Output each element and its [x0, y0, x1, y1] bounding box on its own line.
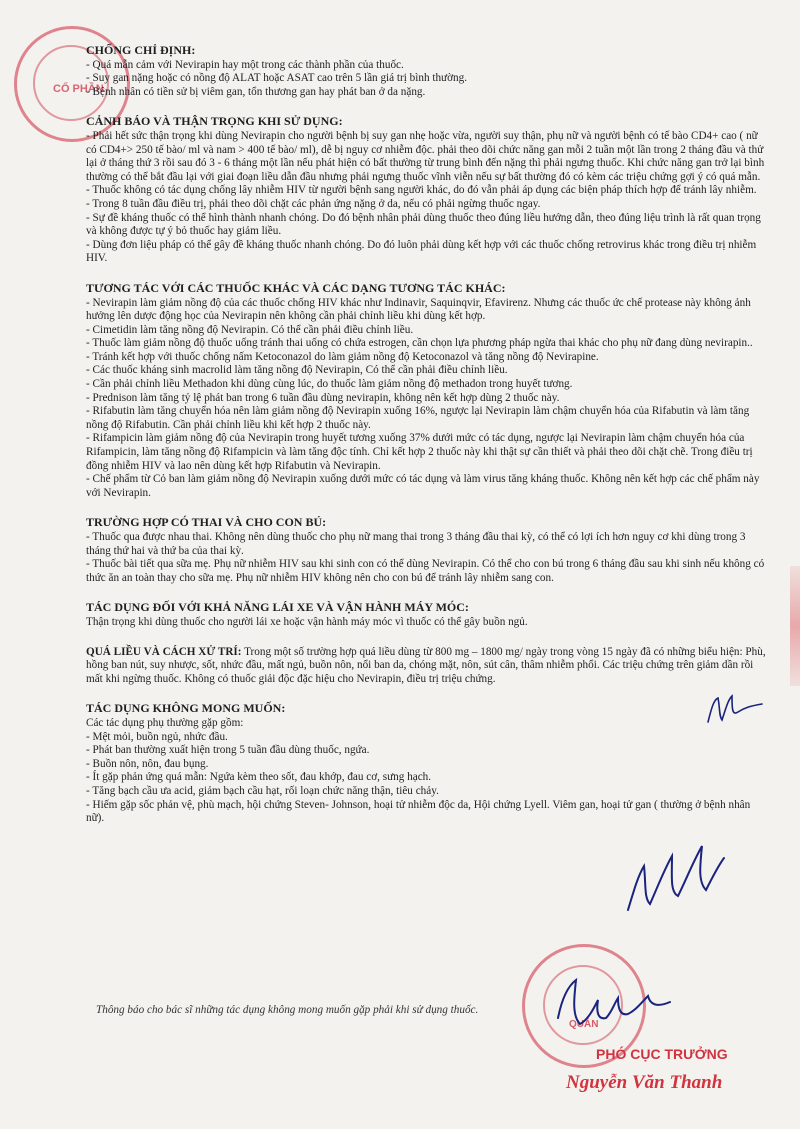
- signature-icon: [620, 836, 730, 916]
- text-line: [86, 646, 766, 687]
- text-line: - Phải hết sức thận trọng khi dùng Nevirapin cho người bệnh bị suy gan nhẹ hoặc vừa, người suy thận, phụ nữ và người bệnh có tế bào CD4+ cao ( nữ có CD4+> 250 tế bào/ ml và nam > 400 tế bào/ ml), dễ bị nguy cơ nhiễm độc. phải theo dõi chức năng gan mỗi 2 tuần một lần trong 2 tháng đầu và thử lại ở tháng thứ 3 rồi sau đó 3 - 6 tháng một lần nếu phát hiện có bất thường từ trung bình đến nặng thì phải ngưng thuốc. Khi chức năng gan trở lại bình thường có thể bắt đầu lại với giai đoạn liều dẫn đầu nhưng phải ngưng thuốc vĩnh viễn nếu sự bất thường đó có kèm các triệu chứng gợi ý có quá mẫn.: [86, 129, 765, 183]
- text-line: - Chế phẩm từ Cỏ ban làm giảm nồng độ Nevirapin xuống dưới mức có tác dụng và làm virus tăng kháng thuốc. Không nên kết hợp các chế phẩm này với Nevirapin.: [86, 473, 760, 499]
- signatory-name: Nguyễn Văn Thanh: [566, 1072, 723, 1093]
- text-line: - Tránh kết hợp với thuốc chống nấm Ketoconazol do làm giảm nồng độ Ketoconazol và tăng nồng độ Nevirapine.: [86, 350, 599, 363]
- text-line: - Cimetidin làm tăng nồng độ Nevirapin. Có thể cần phải điều chỉnh liều.: [86, 323, 414, 336]
- stamp-text: CỔ PHẦN: [53, 83, 104, 95]
- section-title: CHỐNG CHỈ ĐỊNH:: [86, 43, 196, 57]
- text-line: - Thuốc không có tác dụng chống lây nhiễm HIV từ người bệnh sang người khác, do đó vẫn phải áp dụng các biện pháp thích hợp để tránh lây nhiễm.: [86, 184, 757, 197]
- text-line: - Ít gặp phản ứng quá mẫn: Ngứa kèm theo sốt, đau khớp, đau cơ, sưng hạch.: [86, 771, 432, 784]
- text-line: - Quá mẫn cảm với Nevirapin hay một trong các thành phần của thuốc.: [86, 58, 404, 71]
- footer-note: Thông báo cho bác sĩ những tác dụng không mong muốn gặp phải khi sử dụng thuốc.: [96, 1004, 479, 1016]
- stamp-text: QUẢN: [569, 1019, 599, 1030]
- section-title: TÁC DỤNG ĐỐI VỚI KHẢ NĂNG LÁI XE VÀ VẬN HÀNH MÁY MÓC:: [86, 600, 469, 615]
- text-line: - Các thuốc kháng sinh macrolid làm tăng nồng độ Nevirapin, Có thể cần phải điều chỉnh liều.: [86, 364, 508, 377]
- text-line: - Trong 8 tuần đầu điều trị, phải theo dõi chặt các phản ứng nặng ở da, nếu có phải ngừng thuốc ngay.: [86, 197, 541, 210]
- section-side-effects: [86, 702, 766, 825]
- document-content: [86, 44, 766, 842]
- text-line: - Prednison làm tăng tỷ lệ phát ban trong 6 tuần đầu dùng nevirapin, không nên kết hợp dùng 2 thuốc này.: [86, 391, 560, 404]
- text-line: - Rifampicin làm giảm nồng độ của Nevirapin trong huyết tương xuống 37% dưới mức có tác dụng, ngược lại Nevirapin làm chậm chuyển hóa của Rifampicin, làm tăng nồng độ Rifampicin và làm tăng độc tính. Chỉ kết hợp 2 thuốc này khi thật sự cần thiết và phải theo dõi chặt chẽ. Trong điều trị đồng nhiễm HIV và lao nên dùng kết hợp Rifabutin và Nevirapin.: [86, 432, 753, 472]
- section-title: TÁC DỤNG KHÔNG MONG MUỐN:: [86, 701, 286, 716]
- text-line: - Phát ban thường xuất hiện trong 5 tuần đầu dùng thuốc, ngứa.: [86, 744, 370, 757]
- section-title: CẢNH BÁO VÀ THẬN TRỌNG KHI SỬ DỤNG:: [86, 114, 343, 129]
- text-line: - Bệnh nhân có tiền sử bị viêm gan, tổn thương gan hay phát ban ở da nặng.: [86, 85, 426, 98]
- edge-red-mark: [790, 566, 800, 686]
- text-line: - Buồn nôn, nôn, đau bụng.: [86, 757, 209, 770]
- text-line: - Cần phải chỉnh liều Methadon khi dùng cùng lúc, do thuốc làm giảm nồng độ methadon trong huyết tương.: [86, 378, 573, 391]
- text-line: Các tác dụng phụ thường gặp gồm:: [86, 716, 244, 729]
- text-line: - Suy gan nặng hoặc có nồng độ ALAT hoặc ASAT cao trên 5 lần giá trị bình thường.: [86, 72, 467, 85]
- section-title: TƯƠNG TÁC VỚI CÁC THUỐC KHÁC VÀ CÁC DẠNG TƯƠNG TÁC KHÁC:: [86, 280, 506, 295]
- text-line: - Thuốc làm giảm nồng độ thuốc uống tránh thai uống có chứa estrogen, cần chọn lựa phương pháp ngừa thai khác cho phụ nữ đang dùng nevirapin..: [86, 337, 753, 350]
- text-line: - Rifabutin làm tăng chuyển hóa nên làm giảm nồng độ Nevirapin xuống 16%, ngược lại Nevirapin làm chậm chuyển hóa của Rifabutin và làm tăng nồng độ Rifabutin. Cần phải chỉnh liều khi kết hợp 2 thuốc này.: [86, 405, 750, 431]
- section-overdose: [86, 646, 766, 687]
- inline-text: Trong một số trường hợp quá liều dùng từ 800 mg – 1800 mg/ ngày trong vòng 15 ngày đã có những biểu hiện: Phù, hồng ban nút, suy nhược, sốt, nhức đầu, mất ngủ, buồn nôn, nổi ban da, chóng mặt, nôn, sút cân, thâm nhiễm phổi. Các triệu chứng trên giảm dần rồi mất khi ngừng thuốc. Không có thuốc giải độc đặc hiệu cho Nevirapin, điều trị triệu chứng.: [86, 645, 766, 685]
- section-warnings: [86, 115, 766, 266]
- signatory-title: PHÓ CỤC TRƯỞNG: [596, 1046, 728, 1062]
- text-line: - Nevirapin làm giảm nồng độ của các thuốc chống HIV khác như Indinavir, Saquinqvir, Efavirenz. Nhưng các thuốc ức chế protease này không ảnh hưởng lên dược động học của Nevirapin nên không cần phải chỉnh liều khi dùng kết hợp.: [86, 296, 751, 323]
- text-line: Thận trọng khi dùng thuốc cho người lái xe hoặc vận hành máy móc vì thuốc có thể gây buồn ngủ.: [86, 615, 528, 628]
- text-line: - Tăng bạch cầu ưa acid, giảm bạch cầu hạt, rối loạn chức năng thận, tiêu chảy.: [86, 784, 439, 797]
- text-line: - Hiếm gặp sốc phản vệ, phù mạch, hội chứng Steven- Johnson, hoại tử nhiễm độc da, Hội chứng Lyell. Viêm gan, hoại tử gan ( thường ở bệnh nhân nữ).: [86, 798, 751, 825]
- section-title: QUÁ LIỀU VÀ CÁCH XỬ TRÍ:: [86, 645, 242, 658]
- text-line: - Thuốc bài tiết qua sữa mẹ. Phụ nữ nhiễm HIV sau khi sinh con có thể dùng Nevirapin. Có thể cho con bú trong 6 tháng đầu sau khi sinh nếu không có thức ăn an toàn thay cho sữa mẹ. Phụ nữ nhiễm HIV không nên cho con bú để tránh lây nhiễm sang con.: [86, 558, 765, 584]
- text-line: - Thuốc qua được nhau thai. Không nên dùng thuốc cho phụ nữ mang thai trong 3 tháng đầu thai kỳ, có thể có lợi ích hơn nguy cơ khi dùng trong 3 tháng thứ hai và thứ ba của thai kỳ.: [86, 531, 746, 557]
- section-pregnancy: [86, 516, 766, 585]
- section-title: TRƯỜNG HỢP CÓ THAI VÀ CHO CON BÚ:: [86, 515, 327, 530]
- section-interactions: [86, 282, 766, 501]
- initials-signature-icon: [704, 686, 768, 730]
- official-signature-icon: [548, 968, 678, 1038]
- text-line: - Sự đề kháng thuốc có thể hình thành nhanh chóng. Do đó bệnh nhân phải dùng thuốc theo đúng liều hướng dẫn, theo đúng liệu trình là rất quan trọng và không được tự ý bỏ thuốc hay giảm liều.: [86, 211, 761, 238]
- section-contraindications: [86, 44, 766, 99]
- text-line: - Dùng đơn liệu pháp có thể gây đề kháng thuốc nhanh chóng. Do đó luôn phải dùng kết hợp với các thuốc chống retrovirus khác trong điều trị nhiễm HIV.: [86, 238, 757, 265]
- section-driving: [86, 601, 766, 629]
- text-line: - Mệt mỏi, buồn ngủ, nhức đầu.: [86, 730, 228, 743]
